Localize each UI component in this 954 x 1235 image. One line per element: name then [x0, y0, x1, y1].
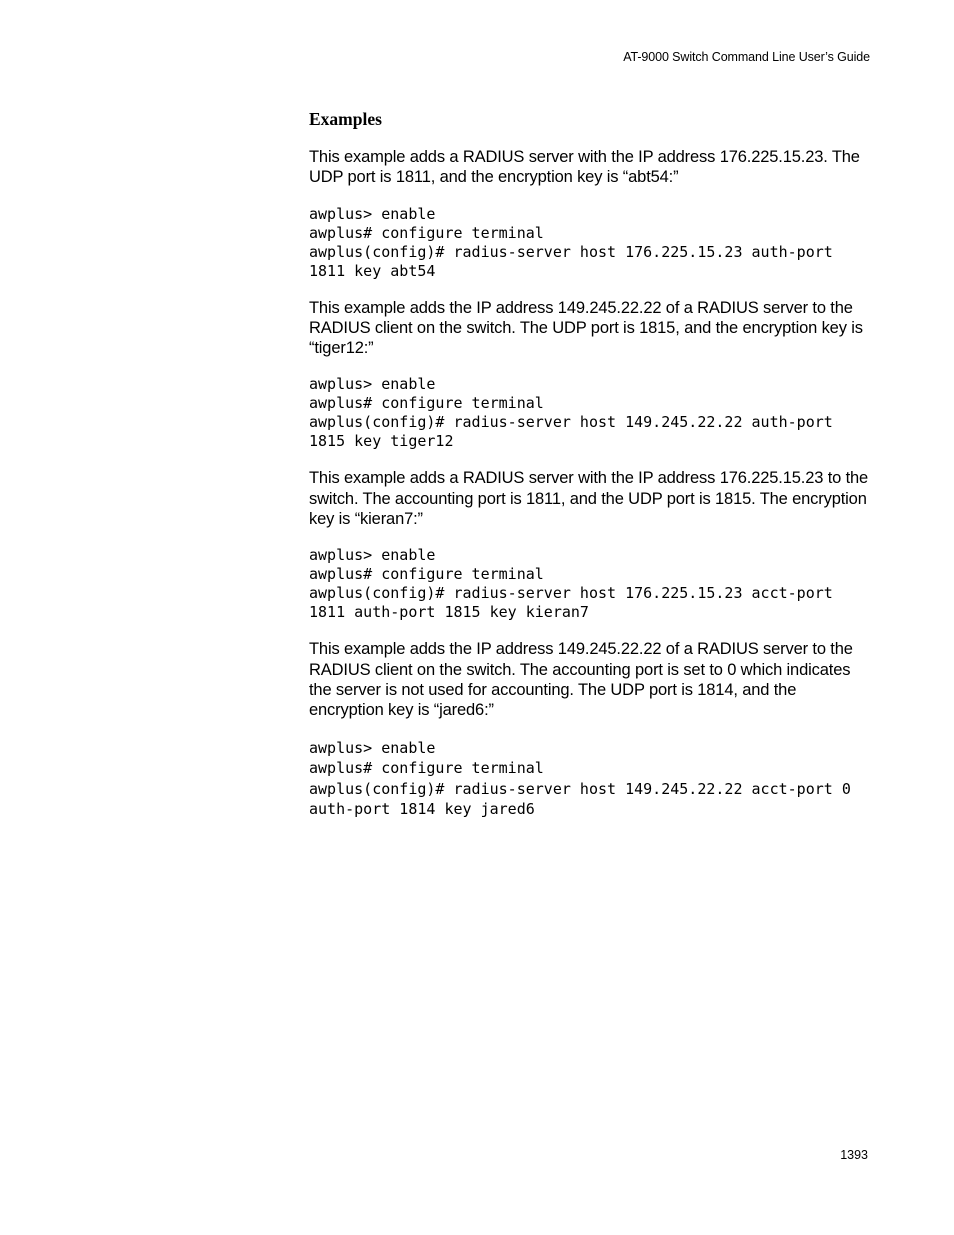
example-3-code-block: awplus> enable awplus# configure terminal awplus(config)# radius-server host 176.225.15.23 acct-port 1811 auth-port 1815 key kieran7: [309, 546, 833, 622]
example-4-description: This example adds the IP address 149.245.22.22 of a RADIUS server to the RADIUS client on the switch. The accounting port is set to 0 which indicates the server is not used for accounting. The UDP port is 1814, and the encryption key is “jared6:”: [309, 640, 853, 720]
page-number: 1393: [840, 1148, 868, 1162]
section-heading: Examples: [309, 109, 382, 129]
running-header: AT-9000 Switch Command Line User’s Guide: [623, 50, 870, 64]
page-content: [309, 108, 874, 820]
example-2-code-block: awplus> enable awplus# configure terminal awplus(config)# radius-server host 149.245.22.22 auth-port 1815 key tiger12: [309, 375, 833, 451]
example-2-description: This example adds the IP address 149.245.22.22 of a RADIUS server to the RADIUS client on the switch. The UDP port is 1815, and the encryption key is “tiger12:”: [309, 298, 863, 358]
example-4-code-block: awplus> enable awplus# configure terminal awplus(config)# radius-server host 149.245.22.22 acct-port 0 auth-port 1814 key jared6: [309, 738, 851, 819]
example-1-description: This example adds a RADIUS server with the IP address 176.225.15.23. The UDP port is 1811, and the encryption key is “abt54:”: [309, 148, 860, 187]
example-3-description: This example adds a RADIUS server with the IP address 176.225.15.23 to the switch. The accounting port is 1811, and the UDP port is 1815. The encryption key is “kieran7:”: [309, 469, 869, 529]
example-1-code-block: awplus> enable awplus# configure terminal awplus(config)# radius-server host 176.225.15.23 auth-port 1811 key abt54: [309, 204, 833, 280]
